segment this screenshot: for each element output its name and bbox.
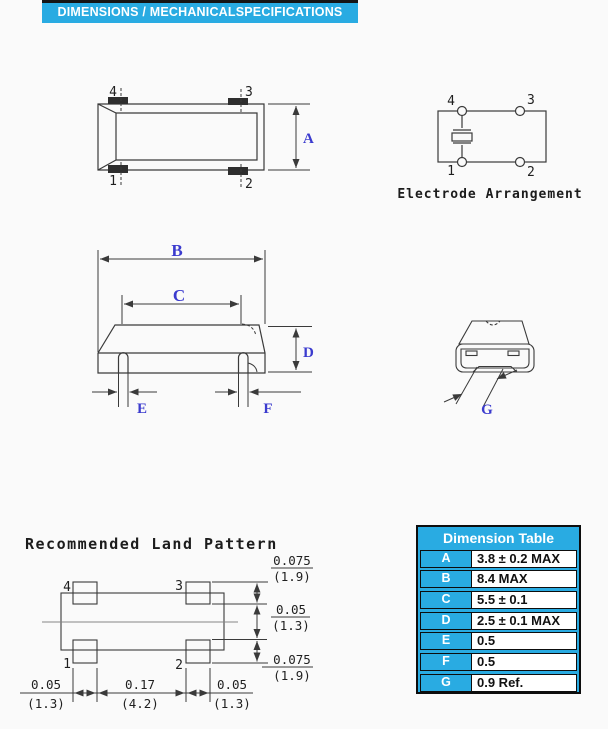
bottom-dim-0-in: 0.05 — [30, 677, 62, 692]
row-value: 5.5 ± 0.1 — [472, 591, 577, 609]
table-row — [420, 570, 577, 588]
table-row — [420, 632, 577, 650]
right-dim-0-in: 0.075 — [273, 553, 311, 568]
right-dim-1-mm: (1.3) — [272, 618, 310, 633]
row-value: 8.4 MAX — [472, 570, 577, 588]
side-view-drawing — [92, 250, 312, 407]
table-row — [420, 591, 577, 609]
dim-g-lines — [444, 367, 517, 407]
right-dim-2-mm: (1.9) — [273, 668, 311, 683]
bottom-dim-1-in: 0.17 — [124, 677, 156, 692]
electrode-caption: Electrode Arrangement — [397, 187, 583, 202]
corner-pads — [108, 97, 248, 175]
right-dim-0-mm: (1.9) — [273, 569, 311, 584]
pad-radius-mark — [248, 363, 257, 372]
electrode-pin-3: 3 — [527, 93, 535, 108]
row-value: 0.9 Ref. — [472, 674, 577, 692]
bottom-dim-2-in: 0.05 — [216, 677, 248, 692]
dim-label-e: E — [136, 401, 148, 417]
row-key: F — [420, 653, 472, 671]
section-title: DIMENSIONS / MECHANICALSPECIFICATIONS — [42, 0, 358, 23]
row-value: 0.5 — [472, 653, 577, 671]
electrode-pin-2: 2 — [527, 165, 535, 180]
top-view-drawing — [98, 88, 310, 188]
dim-label-d: D — [303, 345, 314, 361]
electrode-drawing — [438, 107, 546, 167]
row-key: A — [420, 550, 472, 568]
right-dim-1-in: 0.05 — [275, 602, 307, 617]
pad-centerlines — [121, 88, 241, 188]
table-row — [420, 612, 577, 630]
table-row — [420, 674, 577, 692]
right-dim-2-in: 0.075 — [273, 652, 311, 667]
dim-label-a: A — [303, 131, 314, 147]
top-view-pin-2: 2 — [245, 177, 253, 192]
bottom-dim-1-mm: (4.2) — [121, 696, 159, 711]
dim-label-g: G — [481, 402, 493, 418]
bottom-dim-2-mm: (1.3) — [213, 696, 251, 711]
bottom-dim-0-mm: (1.3) — [27, 696, 65, 711]
row-key: D — [420, 612, 472, 630]
electrode-pin-1: 1 — [447, 164, 455, 179]
lid-radius-mark — [242, 324, 256, 336]
top-view-pin-4: 4 — [109, 85, 117, 100]
row-key: B — [420, 570, 472, 588]
electrode-terminals — [458, 107, 525, 167]
perspective-drawing — [444, 321, 534, 407]
dim-label-c: C — [172, 286, 186, 305]
land-pin-3: 3 — [175, 579, 183, 594]
land-pin-4: 4 — [63, 580, 71, 595]
dimension-table-title: Dimension Table — [443, 530, 554, 546]
row-key: C — [420, 591, 472, 609]
row-value: 0.5 — [472, 632, 577, 650]
electrode-pin-4: 4 — [447, 94, 455, 109]
land-pin-1: 1 — [63, 657, 71, 672]
land-pattern-title: Recommended Land Pattern — [25, 535, 278, 553]
row-value: 3.8 ± 0.2 MAX — [472, 550, 577, 568]
row-key: G — [420, 674, 472, 692]
dim-label-b: B — [171, 241, 183, 260]
top-view-pin-1: 1 — [109, 174, 117, 189]
dimension-table — [416, 525, 581, 694]
side-view-body — [98, 325, 265, 373]
row-key: E — [420, 632, 472, 650]
land-pin-2: 2 — [175, 658, 183, 673]
table-row — [420, 653, 577, 671]
row-value: 2.5 ± 0.1 MAX — [472, 612, 577, 630]
top-view-pin-3: 3 — [245, 85, 253, 100]
dim-label-f: F — [263, 401, 273, 417]
table-row — [420, 550, 577, 568]
